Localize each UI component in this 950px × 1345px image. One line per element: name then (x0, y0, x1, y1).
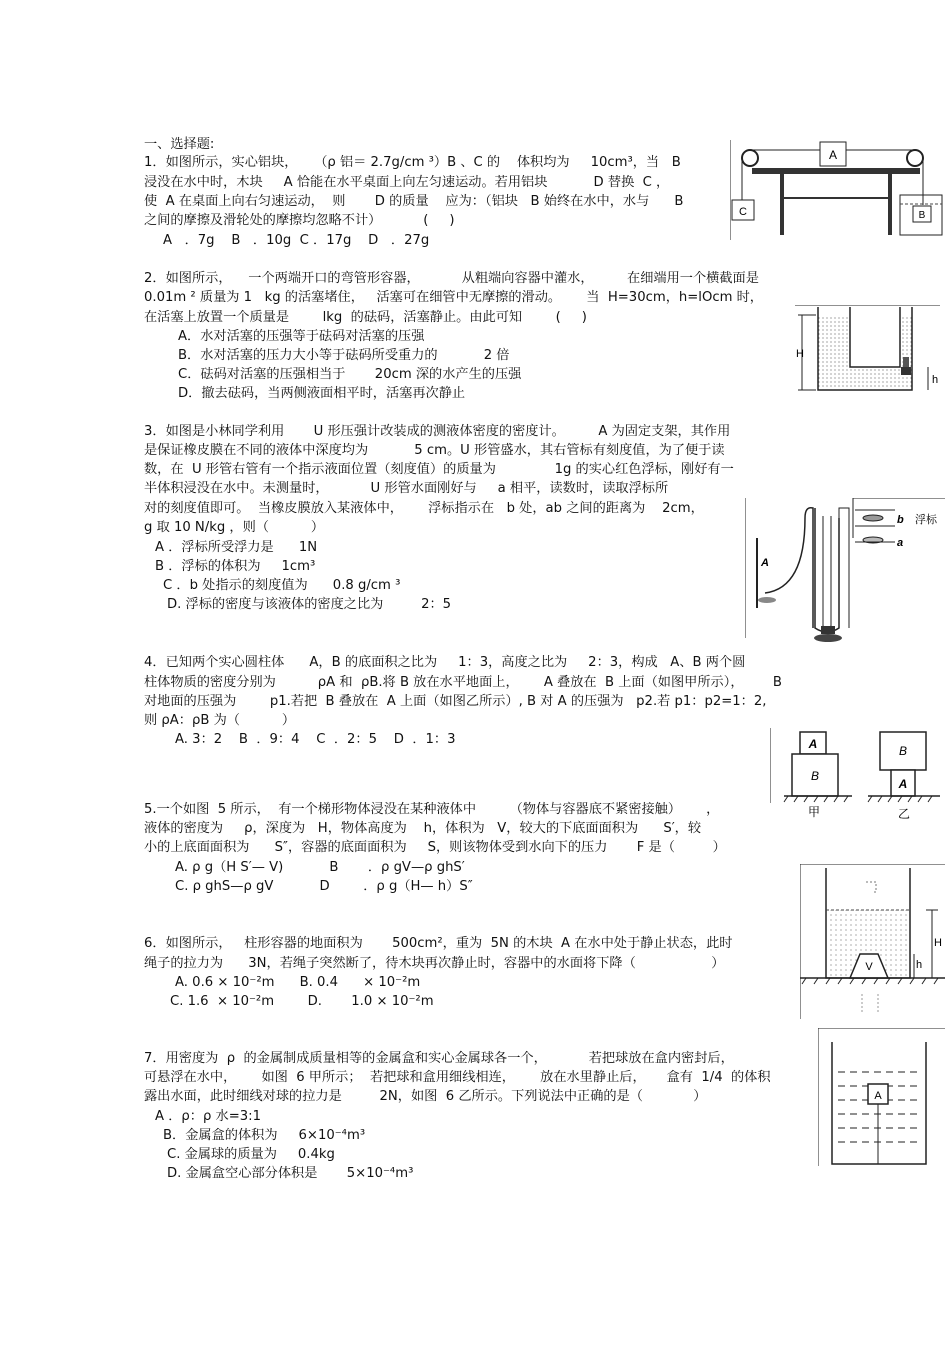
q5-option-cd: C. ρ ghS—ρ gV D ．ρ g（H— h）S″ (175, 879, 473, 894)
fig1-box-c-label: C (739, 206, 747, 218)
q1-line-2: 浸没在水中时，木块 A 恰能在水平桌面上向左匀速运动。若用铝块 D 替换 C ， (144, 175, 670, 190)
fig4-caption-left: 甲 (808, 805, 821, 819)
fig4-top-left-label: A (808, 737, 818, 751)
fig1-box-a-label: A (828, 148, 838, 162)
q3-line-6: g 取 10 N/kg ，则（ ） (144, 520, 325, 535)
q4-line-4: 则 ρA：ρB 为（ ） (144, 713, 296, 728)
q5-option-ab: A. ρ g（H S′— V) B ．ρ gV—ρ ghS′ (175, 860, 465, 875)
section-title: 一、选择题: (144, 137, 215, 152)
figure-1-pulley-table (730, 140, 945, 240)
q1-line-1: 1．如图所示，实心铝块， （ρ 铝＝ 2.7g/cm ³）B 、C 的 体积均为 10cm³，当 B (144, 155, 681, 170)
q6-line-2: 绳子的拉力为 3N，若绳子突然断了，待木块再次静止时，容器中的水面将下降（ ） (144, 956, 725, 971)
fig2-h-small-label: h (932, 374, 939, 386)
fig5-trap-label: V (865, 961, 873, 973)
q2-option-a: A．水对活塞的压强等于砝码对活塞的压强 (178, 329, 425, 344)
q1-line-3: 使 A 在桌面上向右匀速运动， 则 D 的质量 应为：（铝块 B 始终在水中，水与 B (144, 194, 684, 209)
q7-line-3: 露出水面，此时细线对球的拉力是 2N，如图 6 乙所示。下列说法中正确的是（ ） (144, 1089, 707, 1104)
q2-option-b: B．水对活塞的压力大小等于砝码所受重力的 2 倍 (178, 348, 510, 363)
q3-line-5: 对的刻度值即可。 当橡皮膜放入某液体中， 浮标指示在 b 处，ab 之间的距离为 2cm， (144, 501, 704, 516)
q3-line-2: 是保证橡皮膜在不同的液体中深度均为 5 cm。U 形管盛水，其右管标有刻度值，为了便于读 (144, 443, 725, 458)
fig2-h-big-label: H (796, 348, 804, 360)
figure-6-container-box (818, 1028, 945, 1166)
q3-option-a: A ．浮标所受浮力是 1N (155, 540, 318, 555)
q4-options: A. 3：2 B ．9：4 C ．2：5 D ．1：3 (175, 732, 456, 747)
fig6-box-label: A (874, 1090, 882, 1102)
fig4-bottom-right-label: A (898, 777, 908, 791)
q2-line-2: 0.01m ² 质量为 1 kg 的活塞堵住， 活塞可在细管中无摩擦的滑动。 当 H=30cm，h=lOcm 时， (144, 290, 763, 305)
fig5-h-small-label: h (916, 959, 923, 971)
fig3-mark-b-label: b (897, 514, 904, 526)
q2-option-c: C．砝码对活塞的压强相当于 20cm 深的水产生的压强 (178, 367, 522, 382)
q7-option-c: C. 金属球的质量为 0.4kg (167, 1147, 335, 1162)
q5-line-2: 液体的密度为 ρ，深度为 H，物体高度为 h，体积为 V，较大的下底面面积为 S′，较 (144, 821, 702, 836)
q2-option-d: D．撤去砝码，当两侧液面相平时，活塞再次静止 (178, 386, 466, 401)
q3-line-4: 半体积浸没在水中。未测量时， U 形管水面刚好与 a 相平，读数时，读取浮标所 (144, 481, 669, 496)
q3-line-1: 3．如图是小林同学利用 U 形压强计改装成的测液体密度的密度计。 A 为固定支架，其作用 (144, 424, 731, 439)
q3-option-c: C ．b 处指示的刻度值为 0.8 g/cm ³ (163, 578, 401, 593)
q1-options: A ．7g B ．10g C ．17g D ．27g (163, 233, 430, 248)
q5-line-1: 5.一个如图 5 所示， 有一个梯形物体浸没在某种液体中 （物体与容器底不紧密接触） ， (144, 802, 720, 817)
q3-line-3: 数，在 U 形管右管有一个指示液面位置（刻度值）的质量为 1g 的实心红色浮标，刚好有一 (144, 462, 734, 477)
fig3-float-label: 浮标 (915, 514, 937, 526)
q2-line-3: 在活塞上放置一个质量是 lkg 的砝码，活塞静止。由此可知 ( ) (144, 310, 587, 325)
figure-2-bent-tube (790, 305, 945, 420)
fig4-bottom-left-label: B (810, 769, 820, 783)
q7-option-b: B．金属盒的体积为 6×10⁻⁴m³ (163, 1128, 366, 1143)
figure-5-trapezoid-in-liquid (800, 864, 945, 1019)
figure-4-stacked-cylinders (770, 728, 945, 823)
q6-option-ab: A. 0.6 × 10⁻²m B. 0.4 × 10⁻²m (175, 975, 421, 990)
fig3-mark-a-label: a (897, 537, 904, 549)
q7-line-1: 7．用密度为 ρ 的金属制成质量相等的金属盒和实心金属球各一个， 若把球放在盒内密封后， (144, 1051, 734, 1066)
q4-line-2: 柱体物质的密度分别为 ρA 和 ρB.将 B 放在水平地面上， A 叠放在 B 上面（如图甲所示）， B (144, 675, 782, 690)
q5-line-3: 小的上底面面积为 S″，容器的底面面积为 S，则该物体受到水向下的压力 F 是（ ） (144, 840, 726, 855)
q6-line-1: 6．如图所示， 柱形容器的地面积为 500cm²，重为 5N 的木块 A 在水中处于静止状态，此时 (144, 936, 733, 951)
q6-option-cd: C. 1.6 × 10⁻²m D. 1.0 × 10⁻²m (170, 994, 434, 1009)
q2-line-1: 2．如图所示， 一个两端开口的弯管形容器， 从粗端向容器中灌水， 在细端用一个横截面是 (144, 271, 759, 286)
fig1-box-b-label: B (918, 210, 926, 221)
fig4-caption-right: 乙 (898, 807, 911, 821)
q3-option-d: D. 浮标的密度与该液体的密度之比为 2：5 (167, 597, 452, 612)
q1-line-4: 之间的摩擦及滑轮处的摩擦均忽略不计） ( ) (144, 213, 455, 228)
q7-option-d: D. 金属盒空心部分体积是 5×10⁻⁴m³ (167, 1166, 414, 1181)
fig5-h-big-label: H (934, 937, 942, 949)
fig4-top-right-label: B (898, 744, 908, 758)
fig3-support-label: A (761, 557, 769, 569)
q3-option-b: B ．浮标的体积为 1cm³ (155, 559, 316, 574)
q7-option-a: A ．ρ：ρ 水=3:1 (155, 1109, 261, 1124)
q4-line-3: 对地面的压强为 p1.若把 B 叠放在 A 上面（如图乙所示）, B 对 A 的压强为 p2.若 p1：p2=1：2, (144, 694, 767, 709)
q4-line-1: 4．已知两个实心圆柱体 A，B 的底面积之比为 1：3，高度之比为 2：3，构成 A、B 两个圆 (144, 655, 746, 670)
figure-3-u-tube-densitometer (745, 498, 945, 643)
q7-line-2: 可悬浮在水中， 如图 6 甲所示； 若把球和盒用细线相连， 放在水里静止后， 盒有 1/4 的体积 (144, 1070, 771, 1085)
